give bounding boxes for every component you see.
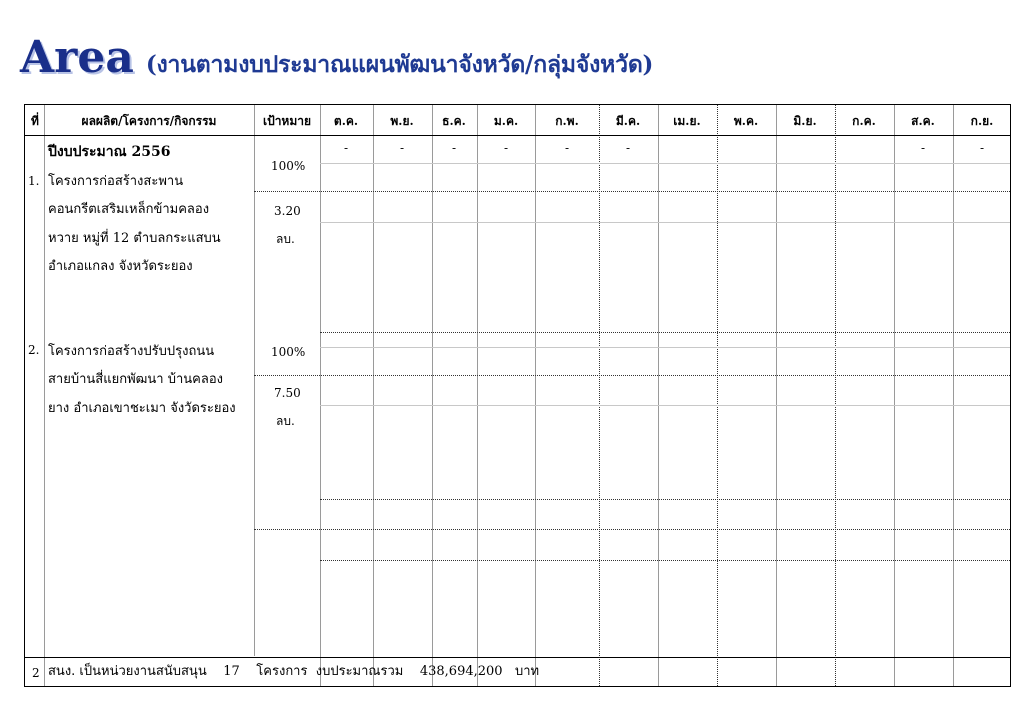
- col-divider: [717, 105, 718, 686]
- header-month-mar: มี.ค.: [615, 114, 641, 128]
- row-number-2: 2.: [28, 343, 40, 357]
- project-2-line-2: สายบ้านสี่แยกพัฒนา บ้านคลอง: [48, 372, 223, 387]
- row-divider: [320, 499, 1010, 500]
- col-divider: [477, 105, 478, 686]
- col-divider: [894, 105, 895, 686]
- row-divider: [320, 332, 1010, 333]
- row-divider: [254, 375, 1010, 376]
- header-month-aug: ส.ค.: [911, 114, 935, 128]
- page-title: [20, 32, 653, 92]
- row-divider: [320, 405, 1010, 406]
- col-divider: [658, 105, 659, 686]
- row-divider: [320, 163, 1010, 164]
- project-schedule-table: [24, 104, 1011, 687]
- project-2-line-3: ยาง อำเภอเขาชะเมา จังวัดระยอง: [48, 401, 236, 416]
- month-value-nov: -: [399, 141, 405, 155]
- col-divider: [432, 105, 433, 686]
- month-value-feb: -: [564, 141, 570, 155]
- col-divider: [373, 105, 374, 686]
- header-month-apr: เม.ย.: [673, 114, 701, 128]
- col-divider: [953, 105, 954, 686]
- month-value-mar: -: [625, 141, 631, 155]
- month-value-aug: -: [920, 141, 926, 155]
- header-month-dec: ธ.ค.: [442, 114, 466, 128]
- project-2-line-1: โครงการก่อสร้างปรับปรุงถนน: [48, 344, 215, 359]
- project-1-line-2: คอนกรีตเสริมเหล็กข้ามคลอง: [48, 202, 210, 217]
- header-month-feb: ก.พ.: [555, 114, 579, 128]
- header-month-sep: ก.ย.: [970, 114, 994, 128]
- row-number-1: 1.: [28, 174, 40, 188]
- row-divider: [320, 560, 1010, 561]
- month-value-jan: -: [503, 141, 509, 155]
- project-1-line-3: หวาย หมู่ที่ 12 ตำบลกระแสบน: [48, 231, 221, 246]
- project-1-line-4: อำเภอแกลง จังหวัดระยอง: [48, 259, 193, 274]
- header-month-nov: พ.ย.: [390, 114, 414, 128]
- target-1-percent: 100%: [271, 159, 306, 173]
- header-no: ที่: [31, 114, 39, 128]
- budget-year-label: ปีงบประมาณ 2556: [48, 144, 171, 160]
- target-2-unit: ลบ.: [276, 414, 295, 428]
- month-value-sep: -: [979, 141, 985, 155]
- header-month-jan: ม.ค.: [493, 114, 519, 128]
- footer-summary: สนง. เป็นหน่วยงานสนับสนุน 17 โครงการ งบประมาณรวม 438,694,200 บาท: [48, 664, 540, 679]
- col-divider: [535, 105, 536, 686]
- header-divider: [25, 135, 1010, 136]
- target-1-amount: 3.20: [274, 204, 301, 218]
- title-subtitle: (งานตามงบประมาณแผนพัฒนาจังหวัด/กลุ่มจังหวัด): [145, 51, 654, 78]
- header-month-jun: มิ.ย.: [793, 114, 817, 128]
- title-main: Area: [20, 32, 134, 83]
- col-divider: [835, 105, 836, 686]
- header-month-oct: ต.ค.: [333, 114, 359, 128]
- header-month-jul: ก.ค.: [852, 114, 876, 128]
- target-1-unit: ลบ.: [276, 232, 295, 246]
- header-project: ผลผลิต/โครงการ/กิจกรรม: [81, 114, 217, 128]
- project-1-line-1: โครงการก่อสร้างสะพาน: [48, 174, 184, 189]
- month-value-dec: -: [451, 141, 457, 155]
- col-divider: [599, 105, 600, 686]
- row-divider: [320, 222, 1010, 223]
- target-2-amount: 7.50: [274, 386, 301, 400]
- row-divider: [254, 529, 1010, 530]
- target-2-percent: 100%: [271, 345, 306, 359]
- month-value-oct: -: [343, 141, 349, 155]
- row-divider: [320, 347, 1010, 348]
- col-divider: [44, 105, 45, 686]
- footer-row-number: 2: [32, 666, 40, 680]
- header-month-may: พ.ค.: [733, 114, 759, 128]
- col-divider: [776, 105, 777, 686]
- footer-divider: [25, 657, 1010, 658]
- header-target: เป้าหมาย: [262, 114, 312, 128]
- row-divider: [254, 191, 1010, 192]
- col-divider: [254, 105, 255, 656]
- col-divider: [320, 105, 321, 686]
